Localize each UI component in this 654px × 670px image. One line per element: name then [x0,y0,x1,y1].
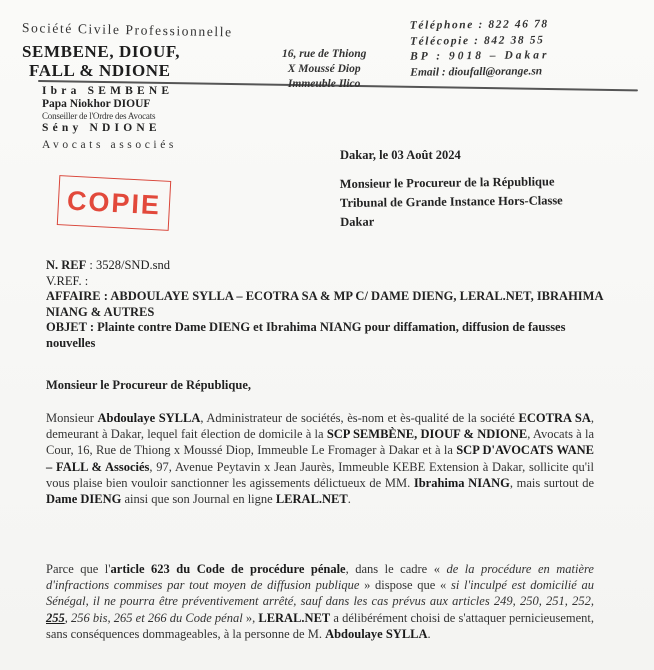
telecopie: Télécopie : 842 38 55 [409,33,545,48]
firm-header [22,20,233,80]
postal-box: BP : 9018 – Dakar [410,49,550,63]
references-block [46,258,616,351]
stamp-text: COPIE [66,185,162,220]
email: Email : dioufall@orange.sn [410,64,543,79]
address-line: 16, rue de Thiong [282,48,367,60]
recipient-line: Monsieur le Procureur de la République [339,174,555,192]
partners-list [42,85,177,154]
firm-name-line1: SEMBENE, DIOUF, [22,42,181,61]
firm-address [282,47,366,92]
affaire: AFFAIRE : ABDOULAYE SYLLA – ECOTRA SA & MP C/ DAME DIENG, LERAL.NET, IBRAHIMA NIANG & AUTRES [46,289,603,319]
partner-name: Sény NDIONE [42,122,161,134]
telephone: Téléphone : 822 46 78 [409,18,549,32]
your-reference: V.REF. : [46,273,89,288]
partner-name: Papa Niokhor DIOUF [42,98,151,110]
salutation: Monsieur le Procureur de République, [46,378,251,392]
partner-name: Ibra SEMBENE [42,85,174,97]
recipient-block [340,172,563,232]
associates-label: Avocats associés [42,139,177,151]
our-reference: N. REF : 3528/SND.snd [46,258,170,272]
copy-stamp [57,175,171,231]
address-line: X Moussé Diop [287,63,361,75]
firm-type: Société Civile Professionnelle [21,20,233,40]
body-paragraph-2: Parce que l'article 623 du Code de procédure pénale, dans le cadre « de la procédure en matière d'infractions commises par tout moyen de diffusion publique » dispose que « si l'inculpé est domicilié au Sénégal, il ne pourra être préventivement arrêté, sauf dans les cas prévus aux articles 249, 250, 251, 252, 255, 256 bis, 265 et 266 du Code pénal », LERAL.NET a délibérément choisi de s'attaquer pernicieusement, sans conséquences dommageables, à la personne de M. Abdoulaye SYLLA. [46,562,594,641]
date-line: Dakar, le 03 Août 2024 [340,148,461,162]
firm-name-line2: FALL & NDIONE [29,61,171,80]
recipient-line: Dakar [340,214,375,229]
objet: OBJET : Plainte contre Dame DIENG et Ibrahima NIANG pour diffamation, diffusion de fausses nouvelles [46,320,566,350]
body-paragraph-1: Monsieur Abdoulaye SYLLA, Administrateur de sociétés, ès-nom et ès-qualité de la société ECOTRA SA, demeurant à Dakar, lequel fait élection de domicile à la SCP SEMBÈNE, DIOUF & NDIONE, Avocats à la Cour, 16, Rue de Thiong x Moussé Diop, Immeuble Le Fromager à Dakar et à la SCP D'AVOCATS WANE – FALL & Associés, 97, Avenue Peytavin x Jean Jaurès, Immeuble KEBE Extension à Dakar, sollicite qu'il vous plaise bien vouloir sanctionner les agissements délictueux de MM. Ibrahima NIANG, mais surtout de Dame DIENG ainsi que son Journal en ligne LERAL.NET. [46,411,595,507]
partner-title: Conseiller de l'Ordre des Avocats [42,111,156,121]
firm-contact [410,17,550,80]
recipient-line: Tribunal de Grande Instance Hors-Classe [339,193,563,210]
address-line: Immeuble Ilico [287,78,361,90]
